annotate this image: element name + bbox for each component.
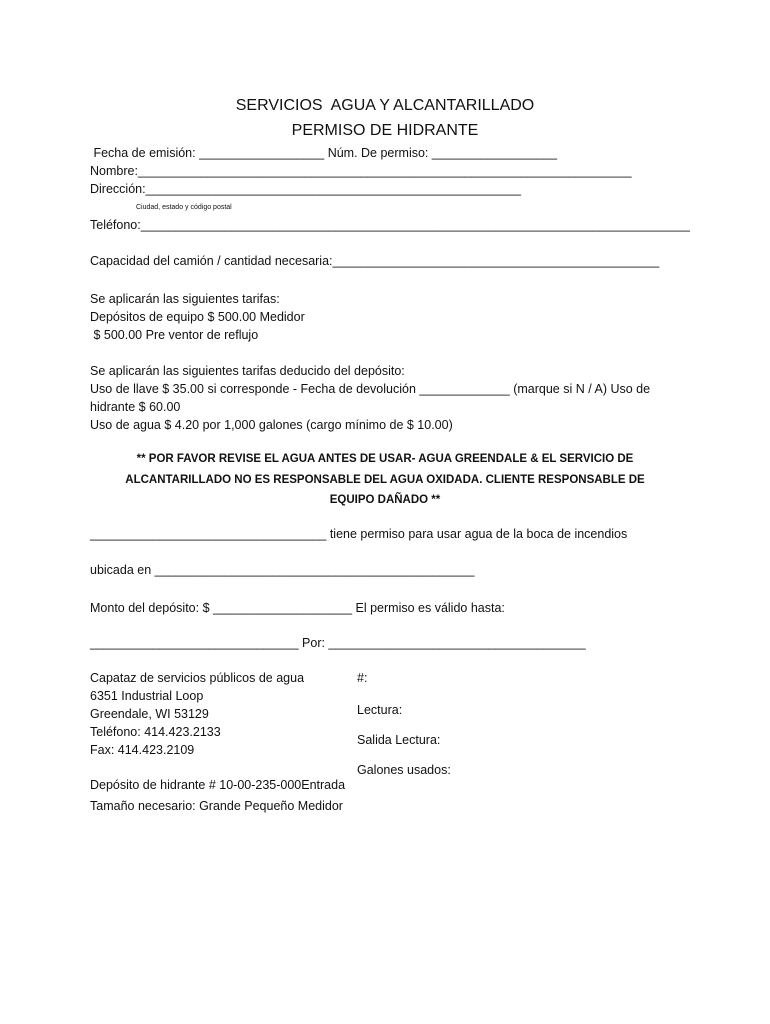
backflow-preventer: $ 500.00 Pre ventor de reflujo [90,328,259,342]
number-field: #: [357,671,368,685]
water-use-fee: Uso de agua $ 4.20 por 1,000 galones (cargo mínimo de $ 10.00) [90,418,453,432]
size-needed: Tamaño necesario: Grande Pequeño Medidor [90,799,343,813]
field-name: Nombre:_______________________________________________________________________ [90,164,632,178]
warning-line-2: ALCANTARILLADO NO ES RESPONSABLE DEL AGUA OXIDADA. CLIENTE RESPONSABLE DE [125,474,645,486]
contact-phone: Teléfono: 414.423.2133 [90,725,221,739]
permission-statement: __________________________________ tiene permiso para usar agua de la boca de incendios [90,527,628,541]
warning-line-1: ** POR FAVOR REVISE EL AGUA ANTES DE USAR- AGUA GREENDALE & EL SERVICIO DE [136,453,634,465]
fees-heading: Se aplicarán las siguientes tarifas: [90,292,280,306]
wrench-use-fee: Uso de llave $ 35.00 si corresponde - Fecha de devolución _____________ (marque si N / A) Uso de [90,382,651,396]
field-phone: Teléfono:_______________________________________________________________________________ [90,218,690,232]
foreman-title: Capataz de servicios públicos de agua [90,671,305,685]
field-truck-capacity: Capacidad del camión / cantidad necesaria:_______________________________________________ [90,254,660,268]
reading-field: Lectura: [357,703,403,717]
field-address: Dirección:______________________________________________________ [90,182,521,196]
field-issue-date-permit-number: Fecha de emisión: __________________ Núm. De permiso: __________________ [90,146,558,160]
equipment-deposit: Depósitos de equipo $ 500.00 Medidor [90,310,305,324]
city-state-zip-note: Ciudad, estado y código postal [136,204,232,211]
hydrant-use-fee: hidrante $ 60.00 [90,400,181,414]
warning-line-3: EQUIPO DAÑADO ** [329,494,441,506]
exit-reading-field: Salida Lectura: [357,733,441,747]
street-address: 6351 Industrial Loop [90,689,204,703]
contact-fax: Fax: 414.423.2109 [90,743,195,757]
title-services: SERVICIOS AGUA Y ALCANTARILLADO [235,97,535,114]
located-at: ubicada en ______________________________________________ [90,563,475,577]
signature-by-line: ______________________________ Por: _____________________________________ [90,636,586,650]
city-address: Greendale, WI 53129 [90,707,209,721]
hydrant-deposit-number: Depósito de hidrante # 10-00-235-000Entrada [90,778,346,792]
deducted-fees-heading: Se aplicarán las siguientes tarifas deducido del depósito: [90,364,405,378]
deposit-amount-valid-until: Monto del depósito: $ ____________________ El permiso es válido hasta: [90,601,505,615]
title-permit: PERMISO DE HIDRANTE [291,122,479,139]
gallons-used-field: Galones usados: [357,763,451,777]
